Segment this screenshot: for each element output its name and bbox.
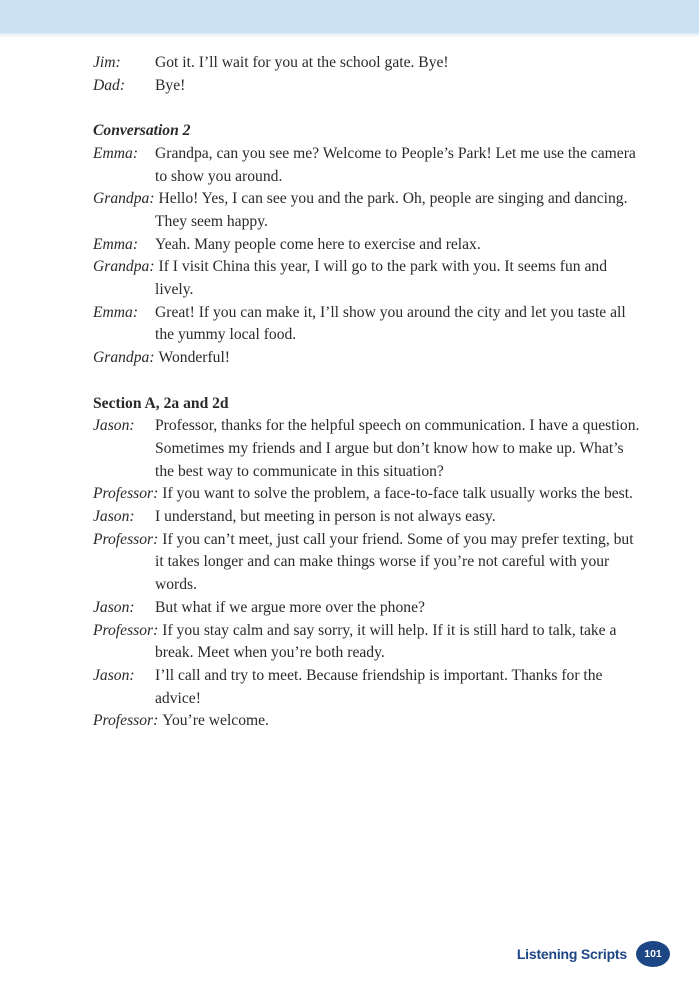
dialogue-line: [93, 415, 645, 483]
dialogue-area: [93, 52, 645, 733]
speaker-name: Emma:: [93, 303, 139, 321]
dialogue-line: [93, 52, 645, 75]
dialogue-line: [93, 234, 645, 257]
speaker-name: Professor:: [93, 712, 159, 730]
speaker-name: Professor:: [93, 621, 159, 639]
footer-section-label: Listening Scripts: [516, 945, 627, 962]
utterance-text: Yeah. Many people come here to exercise and relax.: [155, 235, 481, 253]
utterance-text: If you can’t meet, just call your friend. Some of you may prefer texting, but it takes longer and can make things worse if you’re not careful with your words.: [155, 530, 634, 594]
page-number-badge: [636, 941, 670, 967]
speaker-name: Jason:: [93, 598, 135, 616]
dialogue-line: [93, 710, 645, 733]
utterance-text: I’ll call and try to meet. Because friendship is important. Thanks for the advice!: [155, 666, 603, 707]
section-heading: Section A, 2a and 2d: [93, 394, 229, 412]
speaker-name: Jason:: [93, 417, 135, 435]
dialogue-block: [93, 52, 645, 97]
utterance-text: Hello! Yes, I can see you and the park. Oh, people are singing and dancing. They seem happy.: [155, 190, 628, 230]
utterance-text: If I visit China this year, I will go to the park with you. It seems fun and lively.: [155, 258, 607, 299]
dialogue-line: [93, 620, 645, 665]
utterance-text: But what if we argue more over the phone?: [155, 598, 425, 616]
dialogue-line: [93, 347, 645, 370]
dialogue-line: [93, 665, 645, 710]
utterance-text: Got it. I’ll wait for you at the school gate. Bye!: [155, 54, 449, 71]
utterance-text: Bye!: [155, 76, 186, 94]
speaker-name: Grandpa:: [93, 190, 155, 208]
page-footer: [517, 940, 670, 967]
speaker-name: Professor:: [93, 485, 159, 503]
utterance-text: If you stay calm and say sorry, it will help. If it is still hard to talk, take a break. Meet when you’re both ready.: [155, 621, 617, 662]
speaker-name: Dad:: [93, 76, 126, 94]
dialogue-line: [93, 506, 645, 529]
dialogue-line: [93, 75, 645, 98]
utterance-text: You’re welcome.: [162, 712, 269, 730]
speaker-name: Professor:: [93, 530, 159, 548]
speaker-name: Emma:: [93, 144, 139, 162]
utterance-text: Wonderful!: [158, 349, 231, 367]
dialogue-line: [93, 483, 645, 506]
page-header-bar: [0, 0, 699, 33]
page-header-bar-edge: [0, 33, 699, 39]
speaker-name: Grandpa:: [93, 258, 155, 276]
utterance-text: I understand, but meeting in person is not always easy.: [155, 508, 496, 526]
dialogue-block: [93, 393, 645, 734]
dialogue-line: [93, 529, 645, 597]
utterance-text: Grandpa, can you see me? Welcome to People’s Park! Let me use the camera to show you around.: [155, 144, 636, 185]
utterance-text: Professor, thanks for the helpful speech on communication. I have a question. Sometimes my friends and I argue but don’t know how to make up. What’s the best way to communicate in this situation?: [155, 417, 640, 480]
dialogue-line: [93, 143, 645, 188]
dialogue-line: [93, 597, 645, 620]
section-heading: Conversation 2: [93, 122, 191, 140]
speaker-name: Jason:: [93, 508, 135, 526]
speaker-name: Emma:: [93, 235, 139, 253]
speaker-name: Jason:: [93, 666, 135, 684]
speaker-name: Jim:: [93, 54, 121, 71]
utterance-text: If you want to solve the problem, a face-to-face talk usually works the best.: [162, 485, 633, 503]
dialogue-line: [93, 188, 645, 233]
speaker-name: Grandpa:: [93, 349, 155, 367]
dialogue-block: [93, 120, 645, 370]
dialogue-line: [93, 302, 645, 347]
utterance-text: Great! If you can make it, I’ll show you around the city and let you taste all the yummy local food.: [155, 303, 626, 344]
dialogue-line: [93, 256, 645, 301]
page-number: 101: [644, 947, 662, 960]
